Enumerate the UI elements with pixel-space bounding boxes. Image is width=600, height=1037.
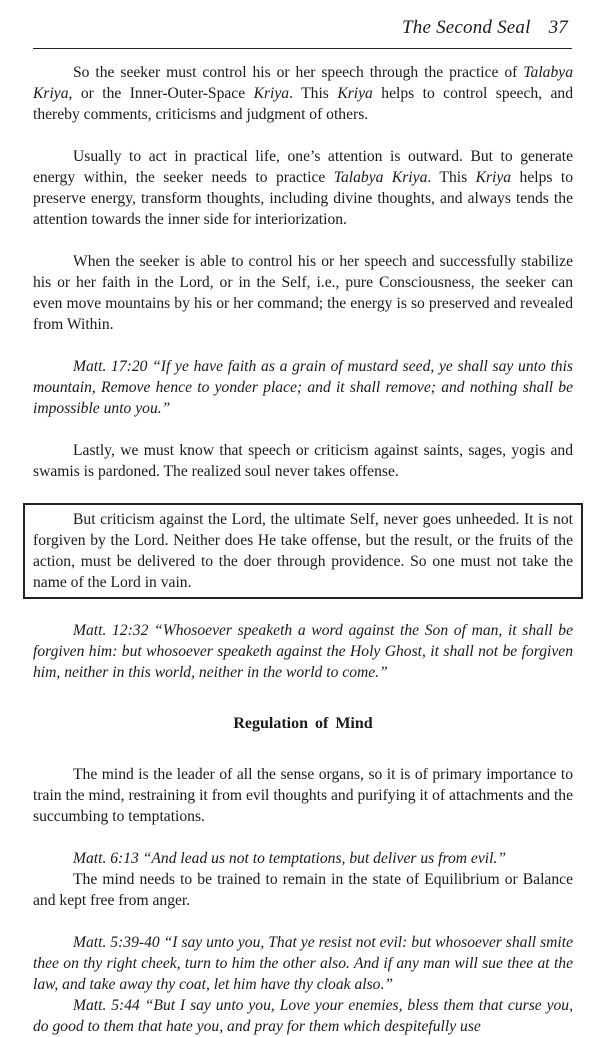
text-run: . This [427, 169, 476, 186]
term-italic: Talabya Kriya [33, 64, 573, 102]
paragraph-2 [33, 146, 573, 230]
scripture-quote: Matt. 5:39-40 “I say unto you, That ye resist not evil: but whosoever shall smite thee on thy right cheek, turn to him the other also. And if any man will sue thee at the law, and take away thy coat, let him have thy cloak also.” [33, 934, 573, 993]
paragraph-5: The mind is the leader of all the sense organs, so it is of primary importance to train the mind, restraining it from evil thoughts and purifying it of attachments and the succumbing to temptations. [33, 766, 573, 825]
callout-text: But criticism against the Lord, the ultimate Self, never goes unheeded. It is not forgiven by the Lord. Neither does He take offense, but the result, or the fruits of the action, must be delivered to the doer through providence. So one must not take the name of the Lord in vain. [33, 511, 573, 591]
paragraph-1 [33, 62, 573, 125]
text-run: . This [289, 85, 338, 102]
text-run: , or the Inner-Outer-Space [68, 85, 254, 102]
running-header [402, 17, 568, 39]
scripture-quote: Matt. 17:20 “If ye have faith as a grain of mustard seed, ye shall say unto this mountain, Remove hence to yonder place; and it shall remove; and nothing shall be impossible unto you.” [33, 358, 573, 417]
term-italic: Kriya [337, 85, 373, 102]
header-title: The Second Seal [402, 17, 531, 38]
term-italic: Kriya [475, 169, 512, 186]
paragraph-6: The mind needs to be trained to remain in the state of Equilibrium or Balance and kept free from anger. [33, 871, 573, 909]
scripture-quote: Matt. 6:13 “And lead us not to temptations, but deliver us from evil.” [73, 850, 506, 867]
term-italic: Kriya [253, 85, 290, 102]
paragraph-3: When the seeker is able to control his or her speech and successfully stabilize his or her faith in the Lord, or in the Self, i.e., pure Consciousness, the seeker can even move mountains by his or her command; the energy is so preserved and revealed from Within. [33, 253, 573, 333]
page-body [33, 62, 573, 1037]
scripture-quote: Matt. 5:44 “But I say unto you, Love your enemies, bless them that curse you, do good to them that hate you, and pray for them which despitefully use [33, 997, 573, 1035]
page-number: 37 [548, 17, 568, 38]
text-run: helps to control speech, and thereby comments, criticisms and judgment of others. [33, 85, 574, 123]
text-run: Usually to act in practical life, one’s attention is outward. But to generate energy within, the seeker needs to practice [33, 148, 573, 186]
term-italic: Talabya Kriya [333, 169, 428, 186]
paragraph-4: Lastly, we must know that speech or criticism against saints, sages, yogis and swamis is pardoned. The realized soul never takes offense. [33, 442, 573, 480]
scripture-quote: Matt. 12:32 “Whosoever speaketh a word against the Son of man, it shall be forgiven him: but whosoever speaketh against the Holy Ghost, it shall not be forgiven him, neither in this world, neither in the world to come.” [33, 622, 573, 681]
text-run: So the seeker must control his or her speech through the practice of [73, 64, 524, 81]
section-heading: Regulation of Mind [233, 715, 373, 732]
text-run: helps to preserve energy, transform thoughts, including divine thoughts, and always tends the attention towards the inner side for interiorization. [33, 169, 574, 228]
header-rule [33, 48, 572, 49]
boxed-callout [23, 503, 583, 599]
